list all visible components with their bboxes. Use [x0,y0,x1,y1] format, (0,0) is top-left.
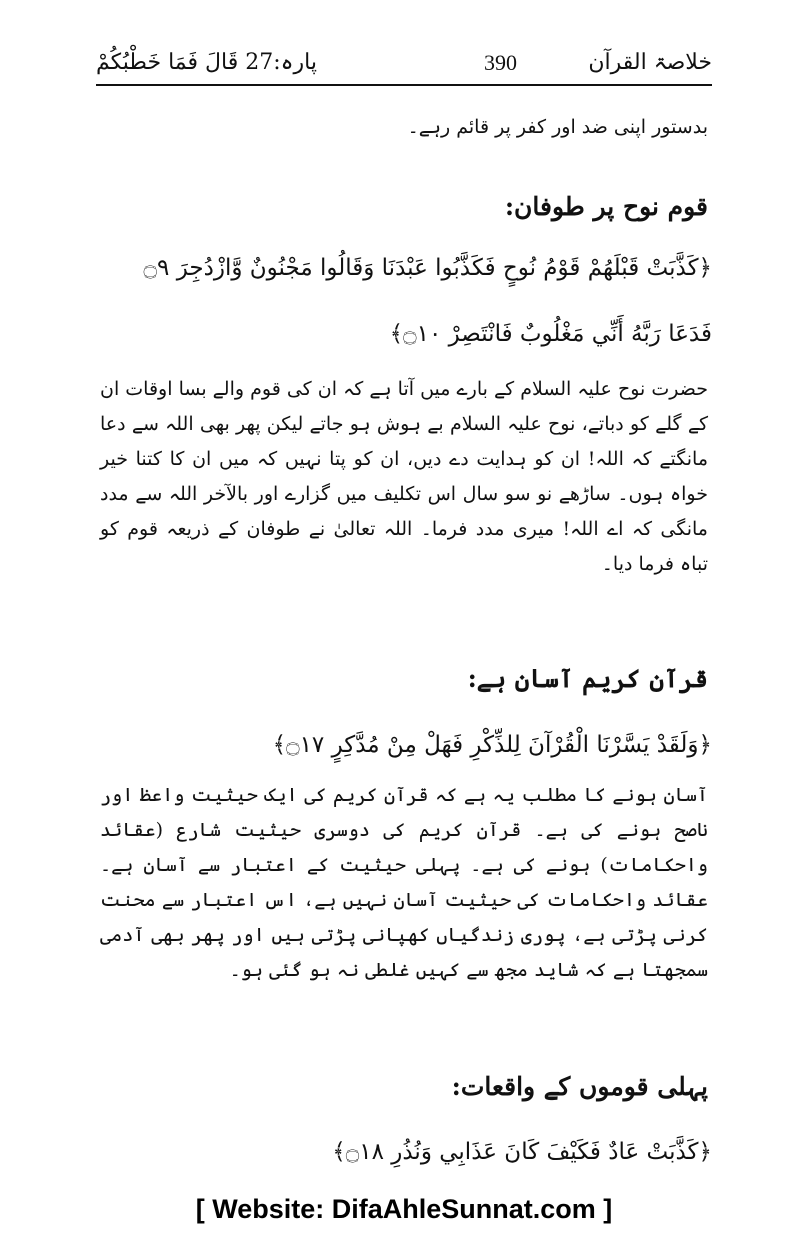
part-label: پارہ:27 قَالَ فَمَا خَطْبُكُمْ [96,50,317,75]
ayah-text: فَدَعَا رَبَّهُ أَنِّي مَغْلُوبٌ فَانْتَصِرْ ۝١٠﴾ [389,321,712,347]
section-heading: قوم نوح پر طوفان: [504,192,708,221]
section-paragraph: حضرت نوح علیہ السلام کے بارے میں آتا ہے کہ ان کی قوم والے بسا اوقات ان کے گلے کو دباتے، نوح علیہ السلام بے ہوش ہو جاتے لیکن پھر بھی اللہ سے دعا مانگتے کہ اللہ! ان کو ہدایت دے دیں، ان کو پتا نہیں کہ میں ان کا کتنا خیر خواہ ہوں۔ ساڑھے نو سو سال اس تکلیف میں گزارے اور بالآخر اللہ سے مدد مانگی کہ اے اللہ! میری مدد فرما۔ اللہ تعالیٰ نے طوفان کے ذریعہ قوم کو تباہ فرما دیا۔ [100,378,708,575]
section-paragraph: آسان ہونے کا مطلب یہ ہے کہ قرآن کریم کی ایک حیثیت واعظ اور ناصح ہونے کی ہے۔ قرآن کریم کی دوسری حیثیت شارع (عقائد واحکامات) ہونے کی ہے۔ پہلی حیثیت کے اعتبار سے آسان ہے۔ عقائد واحکامات کی حیثیت آسان نہیں ہے، اس اعتبار سے محنت کرنی پڑتی ہے، پوری زندگیاں کھپانی پڑتی ہیں اور پھر بھی آدمی سمجھتا ہے کہ شاید مجھ سے کہیں غلطی نہ ہو گئی ہو۔ [100,784,708,981]
section-heading: پہلی قوموں کے واقعات: [451,1072,708,1101]
ayah-text: ﴿وَلَقَدْ يَسَّرْنَا الْقُرْآنَ لِلذِّكْرِ فَهَلْ مِنْ مُدَّكِرٍ ۝١٧﴾ [272,732,712,758]
page-header [96,44,712,86]
intro-line: بدستور اپنی ضد اور کفر پر قائم رہے۔ [407,116,708,138]
section-heading: قرآن کریم آسان ہے: [467,664,708,693]
ayah-text: ﴿كَذَّبَتْ عَادٌ فَكَيْفَ كَانَ عَذَابِي وَنُذُرِ ۝١٨﴾ [332,1139,712,1165]
ayah-text: ﴿كَذَّبَتْ قَبْلَهُمْ قَوْمُ نُوحٍ فَكَذَّبُوا عَبْدَنَا وَقَالُوا مَجْنُونٌ وَّازْدُجِرَ ۝٩ [143,255,712,281]
website-footer: [ Website: DifaAhleSunnat.com ] [195,1194,613,1224]
book-title: خلاصۃ القرآن [588,50,712,75]
page-number: 390 [484,50,517,75]
